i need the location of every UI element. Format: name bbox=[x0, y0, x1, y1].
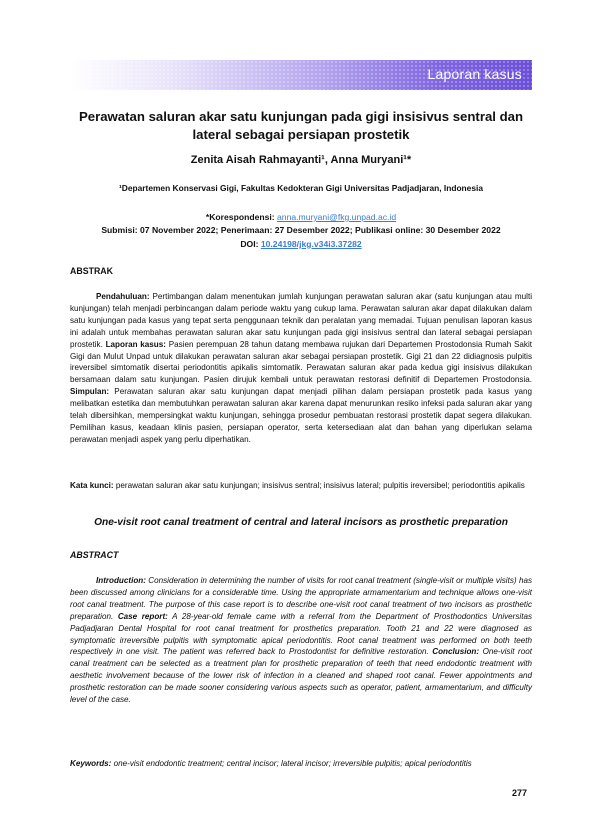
correspondence-email-link[interactable]: anna.muryani@fkg.unpad.ac.id bbox=[277, 212, 397, 222]
section-banner bbox=[70, 60, 532, 90]
english-title: One-visit root canal treatment of central and lateral incisors as prosthetic preparation bbox=[94, 517, 508, 528]
simpulan-label: Simpulan: bbox=[70, 387, 110, 397]
case-report-label: Case report: bbox=[117, 611, 168, 621]
doi-link[interactable]: 10.24198/jkg.v34i3.37282 bbox=[260, 238, 362, 249]
pendahuluan-label: Pendahuluan: bbox=[96, 292, 150, 301]
laporan-kasus-label: Laporan kasus: bbox=[105, 339, 166, 349]
doi-line bbox=[70, 238, 532, 251]
kata-kunci bbox=[70, 480, 532, 492]
introduction-text: Consideration in determining the number of visits for root canal treatment (single-visit or multiple visits) has been discussed among clinicians for a considerable time. Using the appropriate armamentarium and technique allows one-visit root canal treatment. The purpose of this case report is to describe one-visit root canal treatment of two incisors as prosthetic preparation. bbox=[70, 576, 532, 621]
article-title: Perawatan saluran akar satu kunjungan pada gigi insisivus sentral dan lateral sebagai persiapan prostetik bbox=[78, 109, 524, 142]
keywords-text: one-visit endodontic treatment; central incisor; lateral incisor; irreversible pulpitis; apical periodontitis bbox=[111, 759, 472, 768]
conclusion-text: One-visit root canal treatment can be selected as a treatment plan for prosthetic preparation of teeth that need endodontic treatment with aesthetic involvement because of the lower risk of infection in a cleaned and shaped root canal. Fewer appointments and prosthetic restoration can be made sooner considering various aspects such as operator, patient, armamentarium, and difficulty level of the case. bbox=[70, 647, 532, 705]
kata-kunci-text: perawatan saluran akar satu kunjungan; insisivus sentral; insisivus lateral; pulpitis ireversibel; periodontitis apikalis bbox=[113, 481, 525, 490]
kata-kunci-label: Kata kunci: bbox=[70, 481, 114, 490]
introduction-label: Introduction: bbox=[96, 576, 146, 585]
affiliation: ¹Departemen Konservasi Gigi, Fakultas Kedokteran Gigi Universitas Padjadjaran, Indonesia bbox=[119, 183, 483, 193]
simpulan-text: Perawatan saluran akar satu kunjungan dapat menjadi pilihan dalam persiapan prostetik pada kasus yang melibatkan estetika dan membutuhkan perawatan saluran akar karena dapat menurunkan resiko infeksi pada saluran akar yang telah dibersihkan, mempersingkat waktu kunjungan, sehingga prosedur pembuatan restorasi prostetik dapat segera dilakukan. Pemilihan kasus, keadaan klinis pasien, persiapan operator, serta ketersediaan alat dan bahan yang diperlukan selama perawatan menjadi aspek yang perlu diperhatikan. bbox=[70, 387, 532, 444]
pendahuluan-text: Pertimbangan dalam menentukan jumlah kunjungan perawatan saluran akar (satu kunjungan atau multi kunjungan) telah menjadi perbincangan dalam periode waktu yang cukup lama. Perawatan saluran akar dapat dilakukan dalam satu kunjungan pada kasus yang tepat serta penggunaan teknik dan peralatan yang memadai. Tujuan penulisan laporan kasus ini adalah untuk membahas perawatan saluran akar satu kunjungan pada gigi insisivus sentral dan lateral sebagai persiapan prostetik. bbox=[70, 292, 532, 349]
keywords-label: Keywords: bbox=[70, 759, 112, 768]
case-report-text: A 28-year-old female came with a referral from the Department of Prosthodontics Universitas Padjadjaran Dental Hospital for root canal treatment for prosthetics preparation. Tooth 21 and 22 were diagnosed as symptomatic irreversible pulpitis with symptomatic apical periodontitis. Root canal treatment was performed on both teeth respectively in one visit. The patient was referred back to Prostodontist for definitive restoration. bbox=[70, 611, 533, 657]
article-type-label: Laporan kasus bbox=[427, 66, 522, 82]
author-list: Zenita Aisah Rahmayanti¹, Anna Muryani¹* bbox=[190, 154, 412, 166]
abstract-heading: ABSTRACT bbox=[70, 550, 119, 560]
abstrak-heading: ABSTRAK bbox=[70, 266, 114, 276]
publication-dates: Submisi: 07 November 2022; Penerimaan: 27 Desember 2022; Publikasi online: 30 Desember 2022 bbox=[101, 225, 501, 236]
page-number: 277 bbox=[512, 788, 528, 798]
article-meta bbox=[70, 211, 532, 251]
correspondence-label: *Korespondensi: bbox=[205, 212, 278, 222]
conclusion-label: Conclusion: bbox=[432, 647, 480, 657]
keywords bbox=[70, 758, 532, 770]
laporan-kasus-text: Pasien perempuan 28 tahun datang membawa rujukan dari Departemen Prostodonsia Rumah Sakit Gigi dan Mulut Unpad untuk dilakukan perawatan saluran akar sebagai persiapan prostetik. Gigi 21 dan 22 didiagnosis pulpitis ireversibel simtomatik disertai periodontitis apikalis simtomatik. Perawatan saluran akar pada kedua gigi insisivus dilakukan bersamaan dalam satu kunjungan. Pasien dirujuk kembali untuk perawatan restorasi definitif di Departemen Prostodonsia. bbox=[70, 339, 533, 385]
abstract-body bbox=[70, 575, 532, 706]
correspondence-line bbox=[70, 211, 532, 224]
abstrak-body bbox=[70, 291, 532, 446]
doi-label: DOI: bbox=[240, 238, 261, 249]
